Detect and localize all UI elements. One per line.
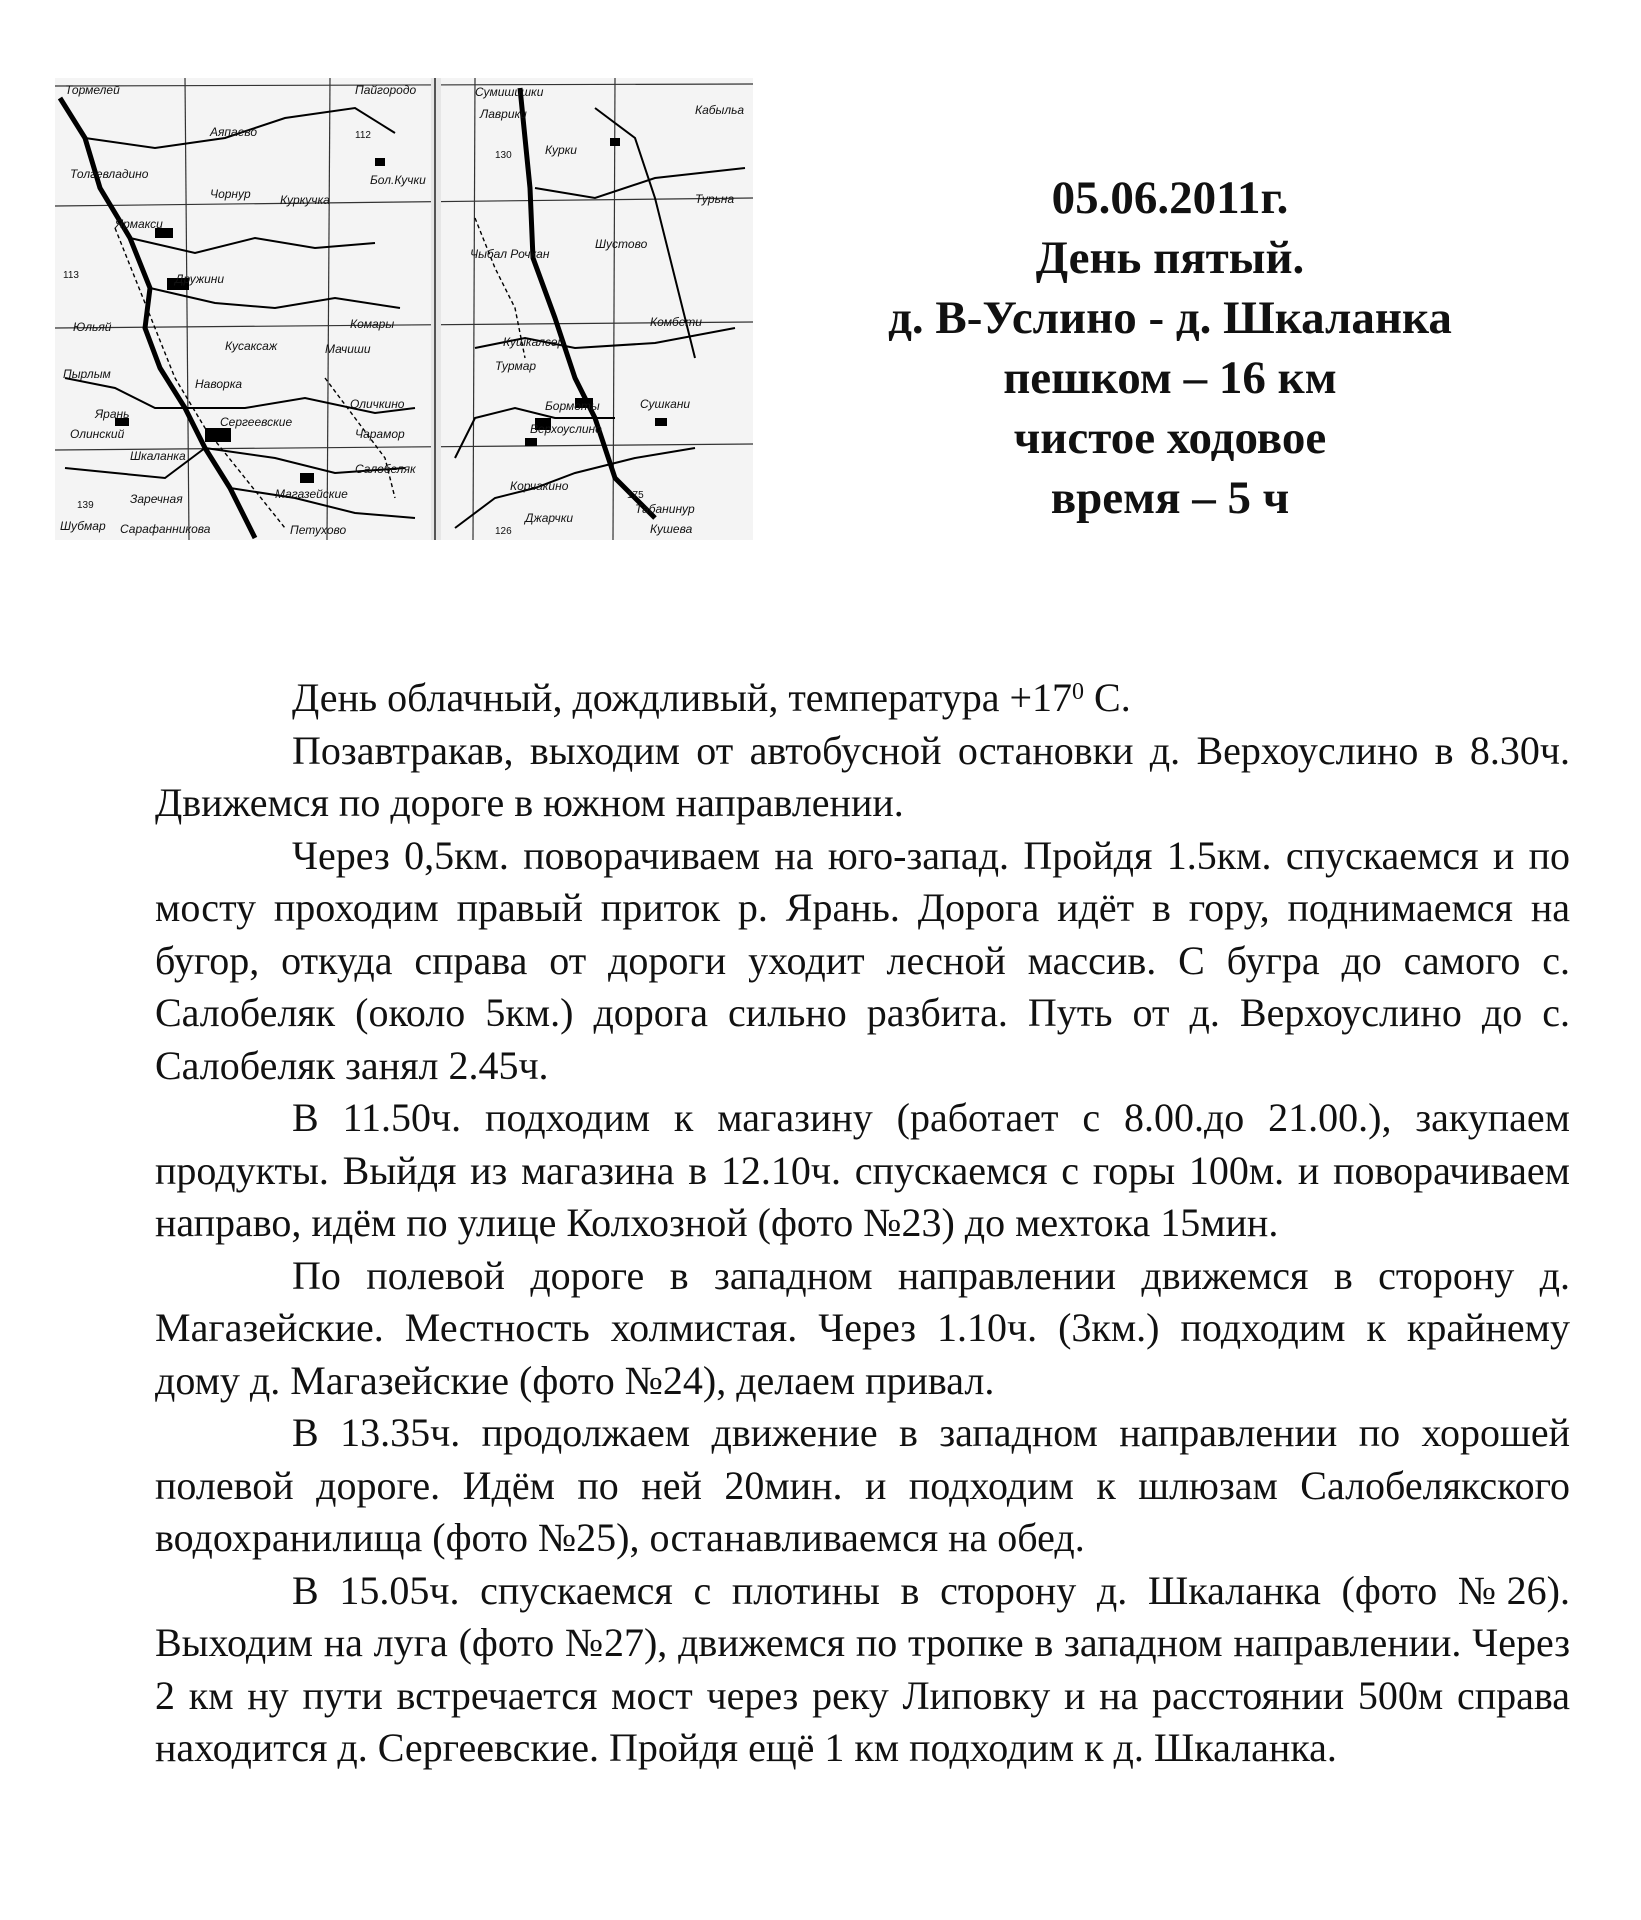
map-label: Лаврики [480, 107, 527, 121]
map-label: Бормоты [545, 399, 600, 413]
map-label: Мачиши [325, 342, 371, 356]
map-label: Тормелей [65, 83, 120, 97]
map-label: Юльяй [73, 320, 112, 334]
weather-text: День облачный, дождливый, температура +17 [292, 675, 1073, 720]
report-body [155, 672, 1570, 1775]
report-time: время – 5 ч [1050, 472, 1290, 524]
map-label: Кушева [650, 522, 693, 536]
map-label: Шубмар [60, 519, 106, 533]
map-label: Верхоуслино [530, 422, 602, 436]
route-map [55, 78, 753, 540]
map-label: Толгевладино [70, 167, 149, 181]
map-label: Салобеляк [355, 462, 416, 476]
weather-unit: С. [1084, 675, 1131, 720]
paragraph-start: Позавтракав, выходим от автобусной остановки д. Верхоуслино в 8.30ч. Движемся по дороге в южном направлении. [155, 727, 1570, 825]
report-header [820, 168, 1520, 528]
map-number: 112 [355, 130, 371, 141]
map-label: Чыбал Рочкан [470, 247, 550, 261]
paragraph-field-road: По полевой дороге в западном направлении движемся в сторону д. Магазейские. Местность холмистая. Через 1.10ч. (3км.) подходим к крайнему дому д. Магазейские (фото №24), делаем привал. [155, 1252, 1570, 1403]
map-label: Сушкани [640, 397, 691, 411]
map-label: Комары [350, 317, 395, 331]
map-number: 175 [627, 490, 644, 501]
map-label: Дружини [175, 272, 225, 286]
map-label: Заречная [130, 492, 183, 506]
map-label: Оличкино [350, 397, 405, 411]
map-label: Шкаланка [130, 449, 186, 463]
map-label: Турьна [695, 192, 735, 206]
map-label: Аяпаево [210, 125, 258, 139]
map-label: Ярань [95, 407, 130, 421]
map-number: 139 [77, 500, 94, 511]
map-label: Пырлым [63, 367, 111, 381]
map-number: 130 [495, 150, 512, 161]
map-label: Джарчки [525, 511, 574, 525]
report-day: День пятый. [1035, 232, 1305, 284]
report-distance: пешком – 16 км [1003, 352, 1337, 404]
map-number: 126 [495, 526, 512, 537]
paragraph-reservoir: В 13.35ч. продолжаем движение в западном направлении по хорошей полевой дороге. Идём по ней 20мин. и подходим к шлюзам Салобелякского водохранилища (фото №25), останавливаемся на обед. [155, 1410, 1570, 1560]
map-label: Корчакино [510, 479, 569, 493]
map-number: 113 [63, 270, 79, 281]
map-label: Сарафанникова [120, 522, 211, 536]
map-rivers [115, 218, 525, 528]
map-label: Кусаксаж [225, 339, 278, 353]
map-label: Магазейские [275, 487, 348, 501]
map-label: Сергеевские [220, 415, 293, 429]
map-label: Курки [545, 143, 577, 157]
map-label: Шустово [595, 237, 648, 251]
map-label: Куркучка [280, 193, 330, 207]
map-label: Чорнур [210, 187, 251, 201]
map-label: Олинский [70, 427, 125, 441]
map-label: Пайгородо [355, 83, 417, 97]
map-labels [60, 83, 744, 537]
map-label: Сумишишки [475, 85, 544, 99]
report-pure-time-label: чистое ходовое [1013, 412, 1327, 464]
map-label: Табанинур [635, 502, 695, 516]
map-label: Петухово [290, 523, 347, 537]
paragraph-route-1: Через 0,5км. поворачиваем на юго-запад. Пройдя 1.5км. спускаемся и по мосту проходим правый приток р. Ярань. Дорога идёт в гору, поднимаемся на бугор, откуда справа от дороги уходит лесной массив. С бугра до самого с. Салобеляк (около 5км.) дорога сильно разбита. Путь от д. Верхоуслино до с. Салобеляк занял 2.45ч. [155, 832, 1570, 1088]
map-label: Ярмакси [115, 217, 163, 231]
map-label: Комбети [650, 315, 702, 329]
map-label: Турмар [495, 359, 537, 373]
map-label: Кабыльа [695, 103, 745, 117]
map-label: Наворка [195, 377, 243, 391]
paragraph-weather [155, 672, 1570, 725]
map-label: Чарамор [355, 427, 405, 441]
map-label: Бол.Кучки [370, 173, 426, 187]
map-label: Кушкалсер [503, 335, 565, 349]
report-route: д. В-Услино - д. Шкаланка [888, 292, 1452, 344]
degree-superscript: 0 [1072, 679, 1085, 705]
paragraph-shop: В 11.50ч. подходим к магазину (работает с 8.00.до 21.00.), закупаем продукты. Выйдя из магазина в 12.10ч. спускаемся с горы 100м. и поворачиваем направо, идём по улице Колхозной (фото №23) до мехтока 15мин. [155, 1095, 1570, 1245]
report-date: 05.06.2011г. [1051, 172, 1289, 224]
map-graphic [55, 78, 753, 540]
paragraph-final: В 15.05ч. спускаемся с плотины в сторону д. Шкаланка (фото №26). Выходим на луга (фото №27), движемся по тропке в западном направлении. Через 2 км ну пути встречается мост через реку Липовку и на расстоянии 500м справа находится д. Сергеевские. Пройдя ещё 1 км подходим к д. Шкаланка. [155, 1567, 1570, 1770]
